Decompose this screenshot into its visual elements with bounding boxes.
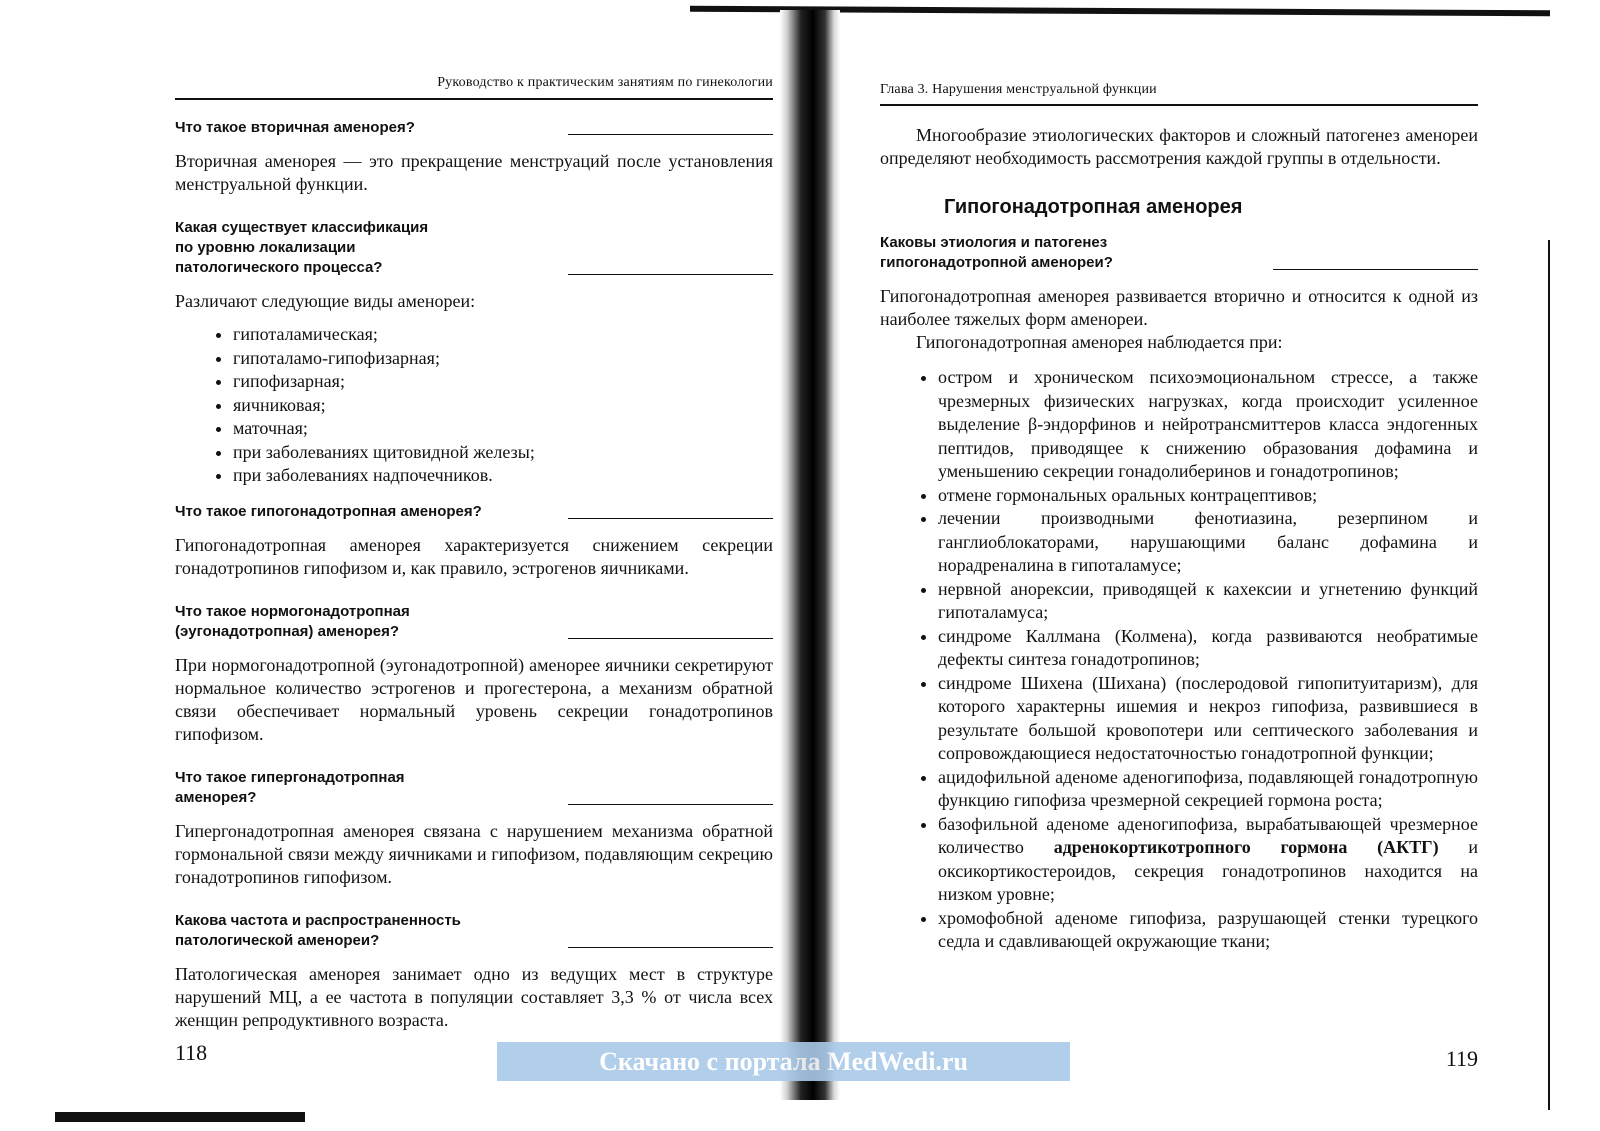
answer-hypogonadotropic: Гипогонадотропная аменорея характеризуется снижением секреции гонадотропинов гипофизом и, как правило, эстрогенов яичниками. xyxy=(175,534,773,578)
question-hypogonadotropic: Что такое гипогонадотропная аменорея? xyxy=(175,502,773,522)
list-item: • гипоталамо-гипофизарная; xyxy=(233,347,773,371)
answer-hypergonadotropic: Гипергонадотропная аменорея связана с нарушением механизма обратной гормональной связи между яичниками и гипофизом, подавляющим секрецию гонадотропинов гипофизом. xyxy=(175,820,773,887)
list-item: • при заболеваниях надпочечников. xyxy=(233,464,773,488)
scan-edge-bottom xyxy=(55,1112,305,1122)
left-page-content xyxy=(175,118,773,1032)
list-item: • гипофизарная; xyxy=(233,370,773,394)
list-item: • синдроме Каллмана (Колмена), когда развиваются необратимые дефекты синтеза гонадотропинов; xyxy=(938,625,1478,672)
right-header-rule xyxy=(880,104,1478,106)
question-frequency: Какова частота и распространенность патологической аменореи? xyxy=(175,911,773,951)
question-etiology: Каковы этиология и патогенез гипогонадотропной аменореи? xyxy=(880,233,1478,273)
question-secondary-amenorrhea: Что такое вторичная аменорея? xyxy=(175,118,773,138)
section-title: Гипогонадотропная аменорея xyxy=(944,196,1243,218)
causes-list xyxy=(880,366,1478,954)
question-classification: Какая существует классификация по уровню локализации патологического процесса? xyxy=(175,218,773,278)
list-item: • при заболеваниях щитовидной железы; xyxy=(233,441,773,465)
answer-classification: Различают следующие виды аменореи: xyxy=(175,291,476,311)
question-hypergonadotropic: Что такое гипергонадотропная аменорея? xyxy=(175,768,773,808)
list-item: • гипоталамическая; xyxy=(233,323,773,347)
answer-frequency: Патологическая аменорея занимает одно из ведущих мест в структуре нарушений МЦ, а ее частота в популяции составляет 3,3 % от числа всех женщин репродуктивного возраста. xyxy=(175,963,773,1030)
right-page-number: 119 xyxy=(1445,1046,1478,1071)
watermark-banner: Скачано с портала MedWedi.ru xyxy=(497,1042,1070,1081)
question-normogonadotropic: Что такое нормогонадотропная (эугонадотропная) аменорея? xyxy=(175,602,773,642)
answer-normogonadotropic: При нормогонадотропной (эугонадотропной) аменорее яичники секретируют нормальное количество эстрогенов и прогестерона, а механизм обратной связи обеспечивает нормальный уровень секреции гонадотропинов гипофизом. xyxy=(175,654,773,744)
left-page-number: 118 xyxy=(175,1040,208,1065)
left-running-head: Руководство к практическим занятиям по гинекологии xyxy=(437,75,773,90)
intro-paragraph: Многообразие этиологических факторов и сложный патогенез аменореи определяют необходимость рассмотрения каждой группы в отдельности. xyxy=(880,125,1478,168)
list-item: • базофильной аденоме аденогипофиза, вырабатывающей чрезмерное количество адренокортикотропного гормона (АКТГ) и оксикортикостероидов, секреция гонадотропинов находится на низком уровне; xyxy=(938,813,1478,907)
right-running-head: Глава 3. Нарушения менструальной функции xyxy=(880,82,1157,97)
list-item: • яичниковая; xyxy=(233,394,773,418)
scan-edge-right xyxy=(1548,240,1550,1110)
list-item: • остром и хроническом психоэмоциональном стрессе, а также чрезмерных физических нагрузках, когда происходит усиленное выделение β-эндорфинов и нейротрансмиттеров класса эндогенных пептидов, приводящее к снижению образования дофамина и уменьшению секреции гонадолиберинов и гонадотропинов; xyxy=(938,366,1478,484)
amenorrhea-types-list xyxy=(175,323,773,488)
list-item: • маточная; xyxy=(233,417,773,441)
list-item: • синдроме Шихена (Шихана) (послеродовой гипопитуитаризм), для которого характерны ишемия и некроз гипофиза, развившиеся в результате большой кровопотери или септического заболевания и сопровождающиеся недостаточностью гонадотропной функции; xyxy=(938,672,1478,766)
paragraph-observed: Гипогонадотропная аменорея наблюдается при: xyxy=(916,332,1283,352)
list-item: • ацидофильной аденоме аденогипофиза, подавляющей гонадотропную функцию гипофиза чрезмерной секрецией гормона роста; xyxy=(938,766,1478,813)
answer-secondary-amenorrhea: Вторичная аменорея — это прекращение менструаций после установления менструальной функции. xyxy=(175,151,773,194)
left-header-rule xyxy=(175,98,773,100)
list-item: • лечении производными фенотиазина, резерпином и ганглиоблокаторами, нарушающими баланс дофамина и норадреналина в гипоталамусе; xyxy=(938,507,1478,578)
list-item: • нервной анорексии, приводящей к кахексии и угнетению функций гипоталамуса; xyxy=(938,578,1478,625)
book-spine-shadow xyxy=(780,10,840,1100)
list-item: • хромофобной аденоме гипофиза, разрушающей стенки турецкого седла и сдавливающей окружающие ткани; xyxy=(938,907,1478,954)
right-page-content xyxy=(880,124,1478,954)
list-item: • отмене гормональных оральных контрацептивов; xyxy=(938,484,1478,508)
paragraph-development: Гипогонадотропная аменорея развивается вторично и относится к одной из наиболее тяжелых форм аменореи. xyxy=(880,286,1478,329)
